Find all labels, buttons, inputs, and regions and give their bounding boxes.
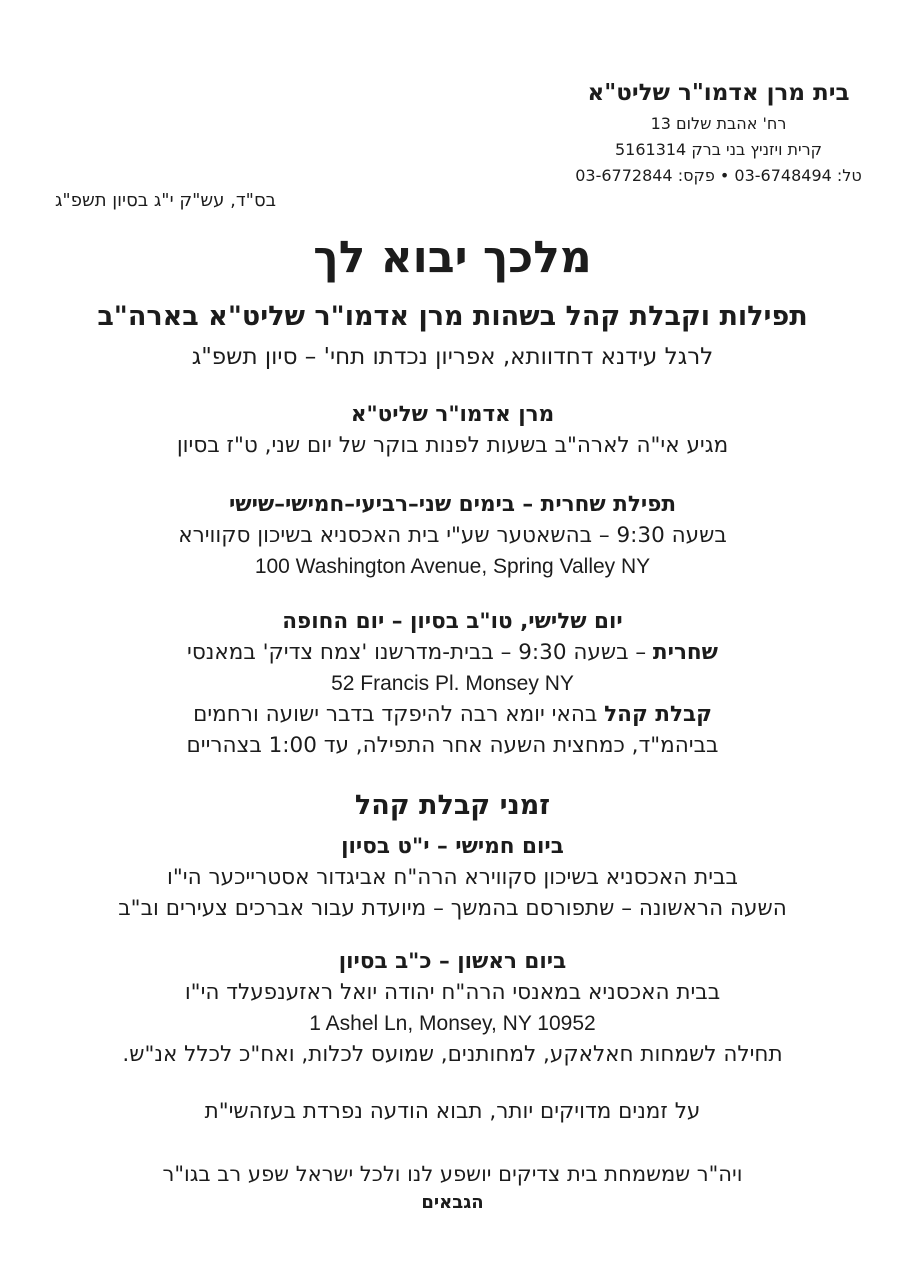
letterhead-city: קרית ויזניץ בני ברק 5161314 (614, 139, 823, 159)
thursday-location: בבית האכסניא בשיכון סקווירא הרה"ח אביגדור אסטרייכער הי"ו (167, 864, 738, 890)
sunday-address: 1 Ashel Ln, Monsey, NY 10952 (309, 1011, 596, 1035)
shacharis-weekdays-address: 100 Washington Avenue, Spring Valley NY (254, 554, 651, 578)
shacharis-weekdays-heading: תפילת שחרית – בימים שני–רביעי–חמישי–שישי (228, 491, 677, 517)
kabbalas-kahal-heading: זמני קבלת קהל (354, 789, 551, 821)
document-body (0, 229, 905, 1216)
hebrew-dateline: בס"ד, עש"ק י"ג בסיון תשפ"ג (55, 190, 277, 211)
arrival-section (0, 399, 905, 461)
chuppah-kabbalas-details: בהאי יומא רבה להיפקד בדבר ישועה ורחמים (193, 701, 605, 727)
letterhead-street: רח' אהבת שלום 13 (650, 114, 787, 133)
chuppah-day-section (0, 606, 905, 761)
kabbalas-thursday-section (0, 831, 905, 924)
signature-gabboim: הגבאים (421, 1191, 484, 1213)
chuppah-shacharis-line (0, 637, 905, 668)
sunday-order-note: תחילה לשמחות חאלאקע, למחותנים, שמועס לכלות, ואח"כ לכלל אנ"ש. (122, 1041, 783, 1067)
subtitle-line2: לרגל עידנא דחדוותא, אפריון נכדתו תחי' – סיון תשפ"ג (191, 343, 714, 370)
letterhead-name: בית מרן אדמו"ר שליט"א (587, 80, 850, 106)
chuppah-day-address: 52 Francis Pl. Monsey NY (331, 671, 574, 695)
arrival-heading: מרן אדמו"ר שליט"א (350, 401, 555, 427)
chuppah-shacharis-details: – בשעה 9:30 – בבית-מדרשנו 'צמח צדיק' במאנסי (187, 639, 653, 665)
document-title: מלכך יבוא לך (313, 231, 592, 283)
letterhead (546, 80, 891, 189)
chuppah-kabbalas-label: קבלת קהל (604, 701, 712, 727)
subtitle-line1: תפילות וקבלת קהל בשהות מרן אדמו"ר שליט"א בארה"ב (97, 300, 808, 332)
closing-blessing: ויה"ר שמשמחת בית צדיקים יושפע לנו ולכל ישראל שפע רב בגו"ר (162, 1161, 743, 1186)
thursday-heading: ביום חמישי – י"ט בסיון (341, 833, 564, 859)
thursday-first-hour-note: השעה הראשונה – שתפורסם בהמשך – מיועדת עבור אברכים צעירים וב"ב (118, 895, 787, 921)
chuppah-day-heading: יום שלישי, טו"ב בסיון – יום החופה (282, 608, 623, 634)
shacharis-weekdays-time: בשעה 9:30 – בהשאטער שע"י בית האכסניא בשיכון סקווירא (178, 522, 727, 548)
schedule-note: על זמנים מדויקים יותר, תבוא הודעה נפרדת בעזהשי"ת (204, 1098, 701, 1124)
letterhead-phone-fax: טל: 03-6748494 • פקס: 03-6772844 (575, 165, 862, 185)
sunday-heading: ביום ראשון – כ"ב בסיון (338, 948, 567, 974)
sunday-location: בבית האכסניא במאנסי הרה"ח יהודה יואל ראזענפעלד הי"ו (184, 979, 721, 1005)
chuppah-kabbalas-line (0, 699, 905, 730)
arrival-line: מגיע אי"ה לארה"ב בשעות לפנות בוקר של יום שני, ט"ז בסיון (176, 432, 729, 458)
shacharis-weekdays-section (0, 489, 905, 582)
chuppah-kabbalas-time: בביהמ"ד, כמחצית השעה אחר התפילה, עד 1:00 בצהריים (186, 732, 719, 758)
chuppah-shacharis-label: שחרית (652, 639, 718, 665)
kabbalas-sunday-section (0, 946, 905, 1070)
